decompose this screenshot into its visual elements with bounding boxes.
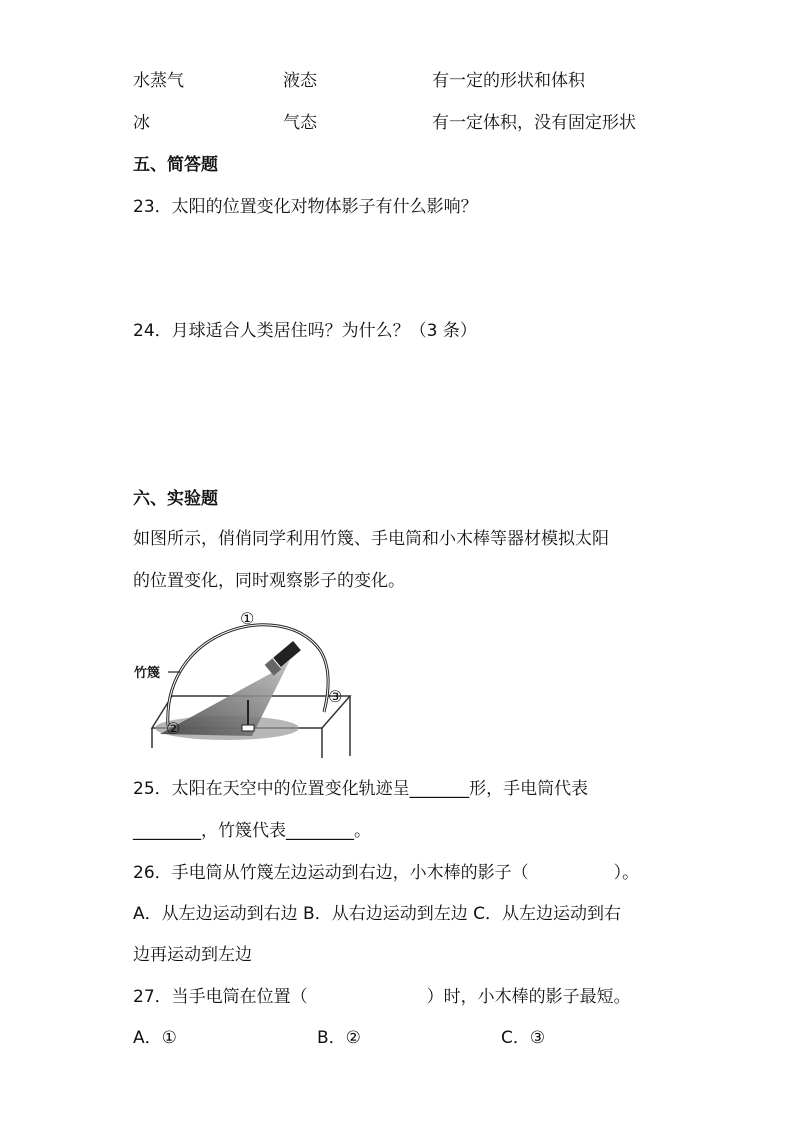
position-2: ②	[166, 719, 181, 738]
experiment-figure	[132, 608, 364, 764]
question-23: 23．太阳的位置变化对物体影子有什么影响？	[133, 197, 478, 217]
row1-state: 液态	[283, 71, 317, 91]
row2-state: 气态	[283, 113, 317, 133]
question-26-options-line1: A．从左边运动到右边 B．从右边运动到左边 C．从左边运动到右	[133, 904, 621, 924]
q27-option-b: B．②	[317, 1028, 361, 1048]
question-27: 27．当手电筒在位置（ ）时，小木棒的影子最短。	[133, 987, 631, 1007]
question-25-line1: 25．太阳在天空中的位置变化轨迹呈_______形，手电筒代表	[133, 779, 589, 799]
question-26-options-line2: 边再运动到左边	[133, 945, 252, 965]
label-bamboo: 竹篾	[134, 666, 161, 681]
question-25-line2: ________，竹篾代表________。	[133, 821, 371, 841]
position-1: ①	[240, 609, 255, 628]
row1-substance: 水蒸气	[133, 71, 184, 91]
row1-property: 有一定的形状和体积	[432, 71, 585, 91]
q27-option-c: C．③	[501, 1028, 546, 1048]
row2-substance: 冰	[133, 113, 150, 133]
section6-title: 六、实验题	[133, 489, 218, 509]
question-26: 26．手电筒从竹篾左边运动到右边，小木棒的影子（ ）。	[133, 863, 640, 883]
section5-title: 五、简答题	[133, 155, 218, 175]
q27-option-a: A．①	[133, 1028, 177, 1048]
row2-property: 有一定体积，没有固定形状	[432, 113, 636, 133]
question-24: 24．月球适合人类居住吗？为什么？（3 条）	[133, 321, 477, 341]
section6-intro-line1: 如图所示，俏俏同学利用竹篾、手电筒和小木棒等器材模拟太阳	[133, 529, 609, 549]
section6-intro-line2: 的位置变化，同时观察影子的变化。	[133, 571, 405, 591]
position-3: ③	[328, 687, 343, 706]
